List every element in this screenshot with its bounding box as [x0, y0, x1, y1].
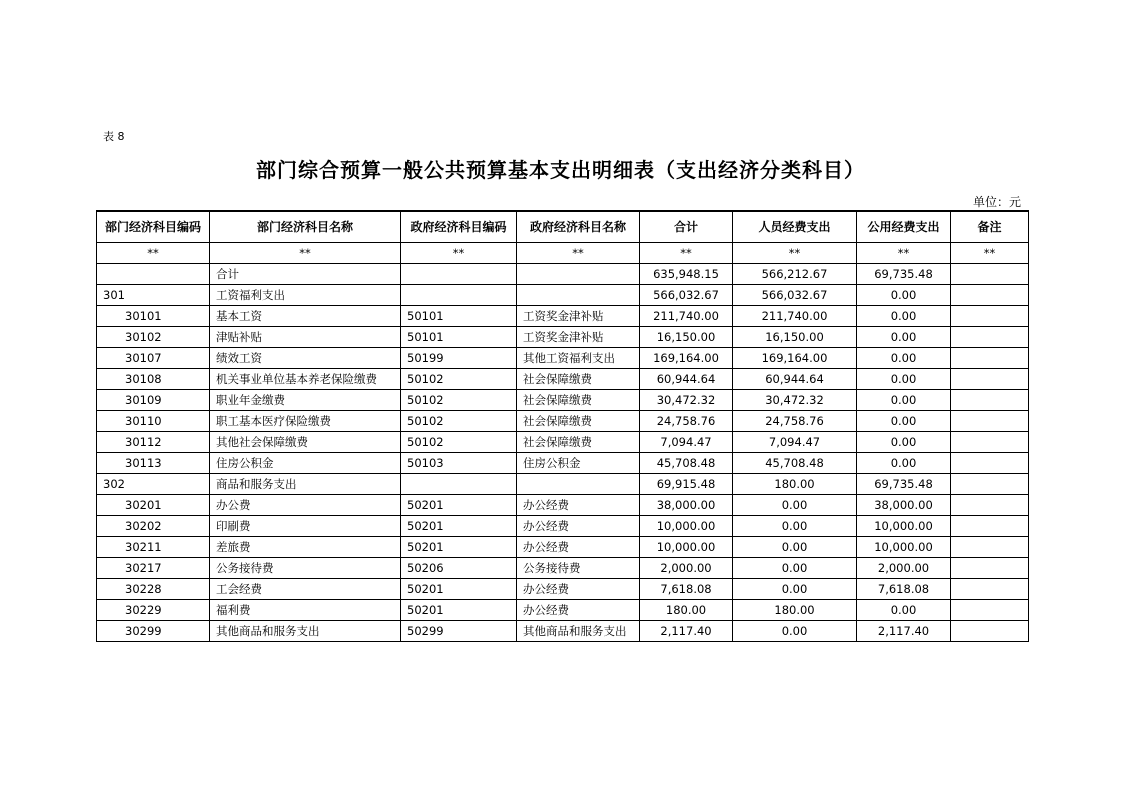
- gov-name-cell: 工资奖金津补贴: [517, 326, 640, 347]
- note-cell: [951, 389, 1029, 410]
- gov-name-cell: [517, 284, 640, 305]
- total-cell: 38,000.00: [640, 494, 733, 515]
- table-row: [97, 515, 1029, 536]
- star-cell: **: [97, 242, 210, 263]
- public-cell: 0.00: [857, 410, 951, 431]
- personnel-cell: 211,740.00: [733, 305, 857, 326]
- gov-code-cell: [401, 263, 517, 284]
- total-cell: 211,740.00: [640, 305, 733, 326]
- page-title: 部门综合预算一般公共预算基本支出明细表（支出经济分类科目）: [256, 158, 865, 182]
- gov-code-cell: 50102: [401, 389, 517, 410]
- table-row: [97, 284, 1029, 305]
- dept-code-cell: 302: [97, 473, 210, 494]
- public-cell: 0.00: [857, 305, 951, 326]
- star-cell: **: [857, 242, 951, 263]
- dept-code-cell: 30299: [97, 620, 210, 641]
- table-row: [97, 536, 1029, 557]
- note-cell: [951, 263, 1029, 284]
- header-row: [97, 211, 1029, 242]
- gov-name-cell: 办公经费: [517, 494, 640, 515]
- public-cell: 2,117.40: [857, 620, 951, 641]
- total-cell: 60,944.64: [640, 368, 733, 389]
- table-row: [97, 494, 1029, 515]
- note-cell: [951, 326, 1029, 347]
- budget-detail-table: [96, 210, 1029, 642]
- dept-name-cell: 办公费: [210, 494, 401, 515]
- gov-name-cell: [517, 473, 640, 494]
- public-cell: 69,735.48: [857, 263, 951, 284]
- personnel-cell: 0.00: [733, 620, 857, 641]
- dept-code-cell: 30113: [97, 452, 210, 473]
- public-cell: 7,618.08: [857, 578, 951, 599]
- personnel-cell: 45,708.48: [733, 452, 857, 473]
- gov-name-cell: 办公经费: [517, 515, 640, 536]
- gov-name-cell: 社会保障缴费: [517, 368, 640, 389]
- note-cell: [951, 578, 1029, 599]
- table-row: [97, 578, 1029, 599]
- dept-name-cell: 绩效工资: [210, 347, 401, 368]
- dept-code-cell: 30202: [97, 515, 210, 536]
- public-cell: 0.00: [857, 326, 951, 347]
- gov-code-cell: [401, 284, 517, 305]
- table-row: [97, 347, 1029, 368]
- dept-code-cell: 30109: [97, 389, 210, 410]
- star-row: [97, 242, 1029, 263]
- gov-name-cell: 其他工资福利支出: [517, 347, 640, 368]
- personnel-cell: 60,944.64: [733, 368, 857, 389]
- dept-name-cell: 工会经费: [210, 578, 401, 599]
- dept-code-cell: 30108: [97, 368, 210, 389]
- total-cell: 45,708.48: [640, 452, 733, 473]
- total-cell: 10,000.00: [640, 515, 733, 536]
- table-row: [97, 368, 1029, 389]
- dept-name-cell: 机关事业单位基本养老保险缴费: [210, 368, 401, 389]
- total-cell: 10,000.00: [640, 536, 733, 557]
- total-cell: 635,948.15: [640, 263, 733, 284]
- gov-name-cell: 其他商品和服务支出: [517, 620, 640, 641]
- table-row: [97, 326, 1029, 347]
- personnel-cell: 566,032.67: [733, 284, 857, 305]
- gov-code-cell: 50201: [401, 494, 517, 515]
- dept-code-cell: 30101: [97, 305, 210, 326]
- star-cell: **: [640, 242, 733, 263]
- personnel-cell: 169,164.00: [733, 347, 857, 368]
- gov-name-cell: 公务接待费: [517, 557, 640, 578]
- dept-code-cell: 30107: [97, 347, 210, 368]
- note-cell: [951, 515, 1029, 536]
- personnel-cell: 7,094.47: [733, 431, 857, 452]
- star-cell: **: [210, 242, 401, 263]
- personnel-cell: 566,212.67: [733, 263, 857, 284]
- dept-code-cell: 301: [97, 284, 210, 305]
- note-cell: [951, 431, 1029, 452]
- gov-code-cell: 50101: [401, 305, 517, 326]
- personnel-cell: 24,758.76: [733, 410, 857, 431]
- personnel-cell: 0.00: [733, 494, 857, 515]
- personnel-cell: 0.00: [733, 557, 857, 578]
- unit-label: 单位：元: [972, 195, 1021, 209]
- header-dept-name: 部门经济科目名称: [210, 211, 401, 242]
- note-cell: [951, 284, 1029, 305]
- public-cell: 0.00: [857, 368, 951, 389]
- gov-name-cell: 工资奖金津补贴: [517, 305, 640, 326]
- dept-code-cell: 30228: [97, 578, 210, 599]
- gov-name-cell: 办公经费: [517, 536, 640, 557]
- gov-name-cell: 社会保障缴费: [517, 389, 640, 410]
- dept-code-cell: 30229: [97, 599, 210, 620]
- public-cell: 0.00: [857, 452, 951, 473]
- note-cell: [951, 347, 1029, 368]
- note-cell: [951, 557, 1029, 578]
- gov-name-cell: 住房公积金: [517, 452, 640, 473]
- public-cell: 0.00: [857, 284, 951, 305]
- gov-code-cell: 50102: [401, 368, 517, 389]
- gov-code-cell: 50201: [401, 515, 517, 536]
- dept-name-cell: 商品和服务支出: [210, 473, 401, 494]
- dept-code-cell: 30112: [97, 431, 210, 452]
- dept-code-cell: 30211: [97, 536, 210, 557]
- gov-code-cell: 50102: [401, 410, 517, 431]
- header-gov-name: 政府经济科目名称: [517, 211, 640, 242]
- table-row: [97, 305, 1029, 326]
- total-cell: 169,164.00: [640, 347, 733, 368]
- public-cell: 0.00: [857, 347, 951, 368]
- header-dept-code: 部门经济科目编码: [97, 211, 210, 242]
- public-cell: 38,000.00: [857, 494, 951, 515]
- gov-code-cell: 50103: [401, 452, 517, 473]
- public-cell: 10,000.00: [857, 515, 951, 536]
- star-cell: **: [733, 242, 857, 263]
- table-row: [97, 599, 1029, 620]
- header-total: 合计: [640, 211, 733, 242]
- gov-name-cell: 办公经费: [517, 599, 640, 620]
- dept-name-cell: 福利费: [210, 599, 401, 620]
- dept-name-cell: 住房公积金: [210, 452, 401, 473]
- total-cell: 7,094.47: [640, 431, 733, 452]
- public-cell: 10,000.00: [857, 536, 951, 557]
- personnel-cell: 0.00: [733, 515, 857, 536]
- gov-code-cell: 50299: [401, 620, 517, 641]
- dept-code-cell: 30102: [97, 326, 210, 347]
- gov-name-cell: 社会保障缴费: [517, 431, 640, 452]
- dept-name-cell: 公务接待费: [210, 557, 401, 578]
- header-personnel: 人员经费支出: [733, 211, 857, 242]
- dept-name-cell: 基本工资: [210, 305, 401, 326]
- note-cell: [951, 599, 1029, 620]
- personnel-cell: 0.00: [733, 578, 857, 599]
- gov-name-cell: 办公经费: [517, 578, 640, 599]
- note-cell: [951, 305, 1029, 326]
- dept-name-cell: 合计: [210, 263, 401, 284]
- gov-code-cell: 50101: [401, 326, 517, 347]
- note-cell: [951, 452, 1029, 473]
- personnel-cell: 0.00: [733, 536, 857, 557]
- public-cell: 2,000.00: [857, 557, 951, 578]
- gov-code-cell: 50102: [401, 431, 517, 452]
- star-cell: **: [951, 242, 1029, 263]
- public-cell: 0.00: [857, 599, 951, 620]
- note-cell: [951, 536, 1029, 557]
- table-row: [97, 452, 1029, 473]
- total-cell: 2,000.00: [640, 557, 733, 578]
- total-cell: 180.00: [640, 599, 733, 620]
- star-cell: **: [401, 242, 517, 263]
- total-cell: 16,150.00: [640, 326, 733, 347]
- total-cell: 69,915.48: [640, 473, 733, 494]
- gov-code-cell: 50206: [401, 557, 517, 578]
- note-cell: [951, 410, 1029, 431]
- dept-name-cell: 职工基本医疗保险缴费: [210, 410, 401, 431]
- dept-name-cell: 职业年金缴费: [210, 389, 401, 410]
- public-cell: 69,735.48: [857, 473, 951, 494]
- gov-code-cell: 50201: [401, 578, 517, 599]
- gov-code-cell: 50199: [401, 347, 517, 368]
- gov-code-cell: 50201: [401, 536, 517, 557]
- dept-code-cell: 30201: [97, 494, 210, 515]
- total-cell: 7,618.08: [640, 578, 733, 599]
- total-cell: 30,472.32: [640, 389, 733, 410]
- dept-code-cell: 30217: [97, 557, 210, 578]
- note-cell: [951, 620, 1029, 641]
- total-cell: 2,117.40: [640, 620, 733, 641]
- header-note: 备注: [951, 211, 1029, 242]
- gov-code-cell: [401, 473, 517, 494]
- total-cell: 24,758.76: [640, 410, 733, 431]
- dept-name-cell: 津贴补贴: [210, 326, 401, 347]
- header-gov-code: 政府经济科目编码: [401, 211, 517, 242]
- table-row: [97, 410, 1029, 431]
- note-cell: [951, 473, 1029, 494]
- dept-name-cell: 工资福利支出: [210, 284, 401, 305]
- dept-name-cell: 印刷费: [210, 515, 401, 536]
- table-row: [97, 431, 1029, 452]
- note-cell: [951, 368, 1029, 389]
- personnel-cell: 30,472.32: [733, 389, 857, 410]
- table-row: [97, 557, 1029, 578]
- table-row: [97, 473, 1029, 494]
- dept-name-cell: 其他商品和服务支出: [210, 620, 401, 641]
- table-row: [97, 389, 1029, 410]
- table-row: [97, 263, 1029, 284]
- total-cell: 566,032.67: [640, 284, 733, 305]
- public-cell: 0.00: [857, 431, 951, 452]
- personnel-cell: 16,150.00: [733, 326, 857, 347]
- star-cell: **: [517, 242, 640, 263]
- dept-code-cell: 30110: [97, 410, 210, 431]
- gov-name-cell: [517, 263, 640, 284]
- personnel-cell: 180.00: [733, 473, 857, 494]
- note-cell: [951, 494, 1029, 515]
- gov-code-cell: 50201: [401, 599, 517, 620]
- dept-code-cell: [97, 263, 210, 284]
- table-number-label: 表 8: [103, 130, 125, 143]
- header-public: 公用经费支出: [857, 211, 951, 242]
- table-body: [97, 263, 1029, 641]
- dept-name-cell: 差旅费: [210, 536, 401, 557]
- gov-name-cell: 社会保障缴费: [517, 410, 640, 431]
- personnel-cell: 180.00: [733, 599, 857, 620]
- public-cell: 0.00: [857, 389, 951, 410]
- table-row: [97, 620, 1029, 641]
- dept-name-cell: 其他社会保障缴费: [210, 431, 401, 452]
